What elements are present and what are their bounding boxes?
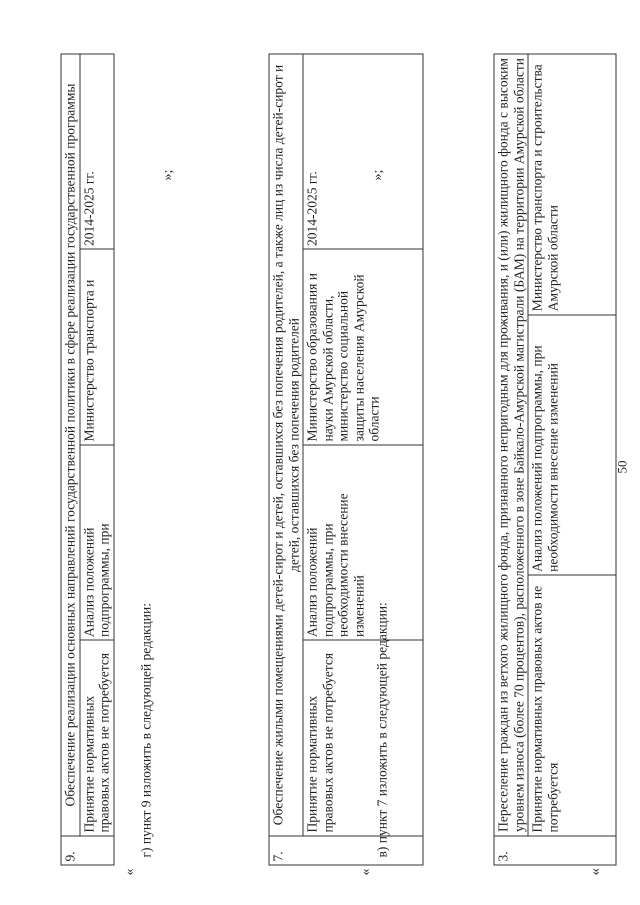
item-title: Обеспечение жилыми помещениями детей-сирот и детей, оставшихся без попечения родителей, а также лиц из числа детей-сирот и детей, оставшихся без попечения родителей xyxy=(269,54,303,836)
table-item-7 xyxy=(268,53,423,865)
closing-quote: »; xyxy=(370,169,385,180)
opening-quote: « xyxy=(358,868,373,875)
instruction-text: г) пункт 9 изложить в следующей редакции: xyxy=(138,602,153,857)
instruction-text: в) пункт 7 изложить в следующей редакции: xyxy=(374,601,389,857)
item-number: 9. xyxy=(61,836,114,865)
executor-cell: Министерство образования и науки Амурской области, министерство социальной защиты населения Амурской области xyxy=(303,249,423,445)
period-cell: 2014-2025 гг. xyxy=(79,54,113,250)
action-cell: Принятие нормативных правовых актов не потребуется xyxy=(528,575,616,836)
item-title: Обеспечение реализации основных направлений государственной политики в сфере реализации государственной программы xyxy=(61,54,80,836)
executor-cell: Министерство транспорта и строительства Амурской области xyxy=(528,54,616,315)
opening-quote: « xyxy=(587,867,603,875)
content-cell: Анализ положений подпрограммы, при xyxy=(79,445,113,641)
action-cell: Принятие нормативных правовых актов не потребуется xyxy=(303,640,423,836)
page-number: 50 xyxy=(614,460,629,473)
closing-quote: »; xyxy=(160,169,175,180)
table-item-3 xyxy=(493,53,616,865)
table-item-9 xyxy=(60,53,114,865)
opening-quote: « xyxy=(122,868,137,875)
item-number: 7. xyxy=(269,836,423,865)
executor-cell: Министерство транспорта и xyxy=(79,249,113,445)
item-title: Переселение граждан из ветхого жилищного фонда, признанного непригодным для проживания, и (или) жилищного фонда с высоким уровнем износа (более 70 процентов), расположенного в зоне Байкало-Амурской магистрали (БАМ) на территории Амурской области xyxy=(494,54,528,836)
content-cell: Анализ положений подпрограммы, при необходимости внесение изменений xyxy=(528,314,616,575)
action-cell: Принятие нормативных правовых актов не потребуется xyxy=(79,640,113,836)
period-cell: 2014-2025 гг. xyxy=(303,54,423,250)
item-number: 3. xyxy=(494,836,616,865)
content-cell: Анализ положений подпрограммы, при необходимости внесение изменений xyxy=(303,445,423,641)
